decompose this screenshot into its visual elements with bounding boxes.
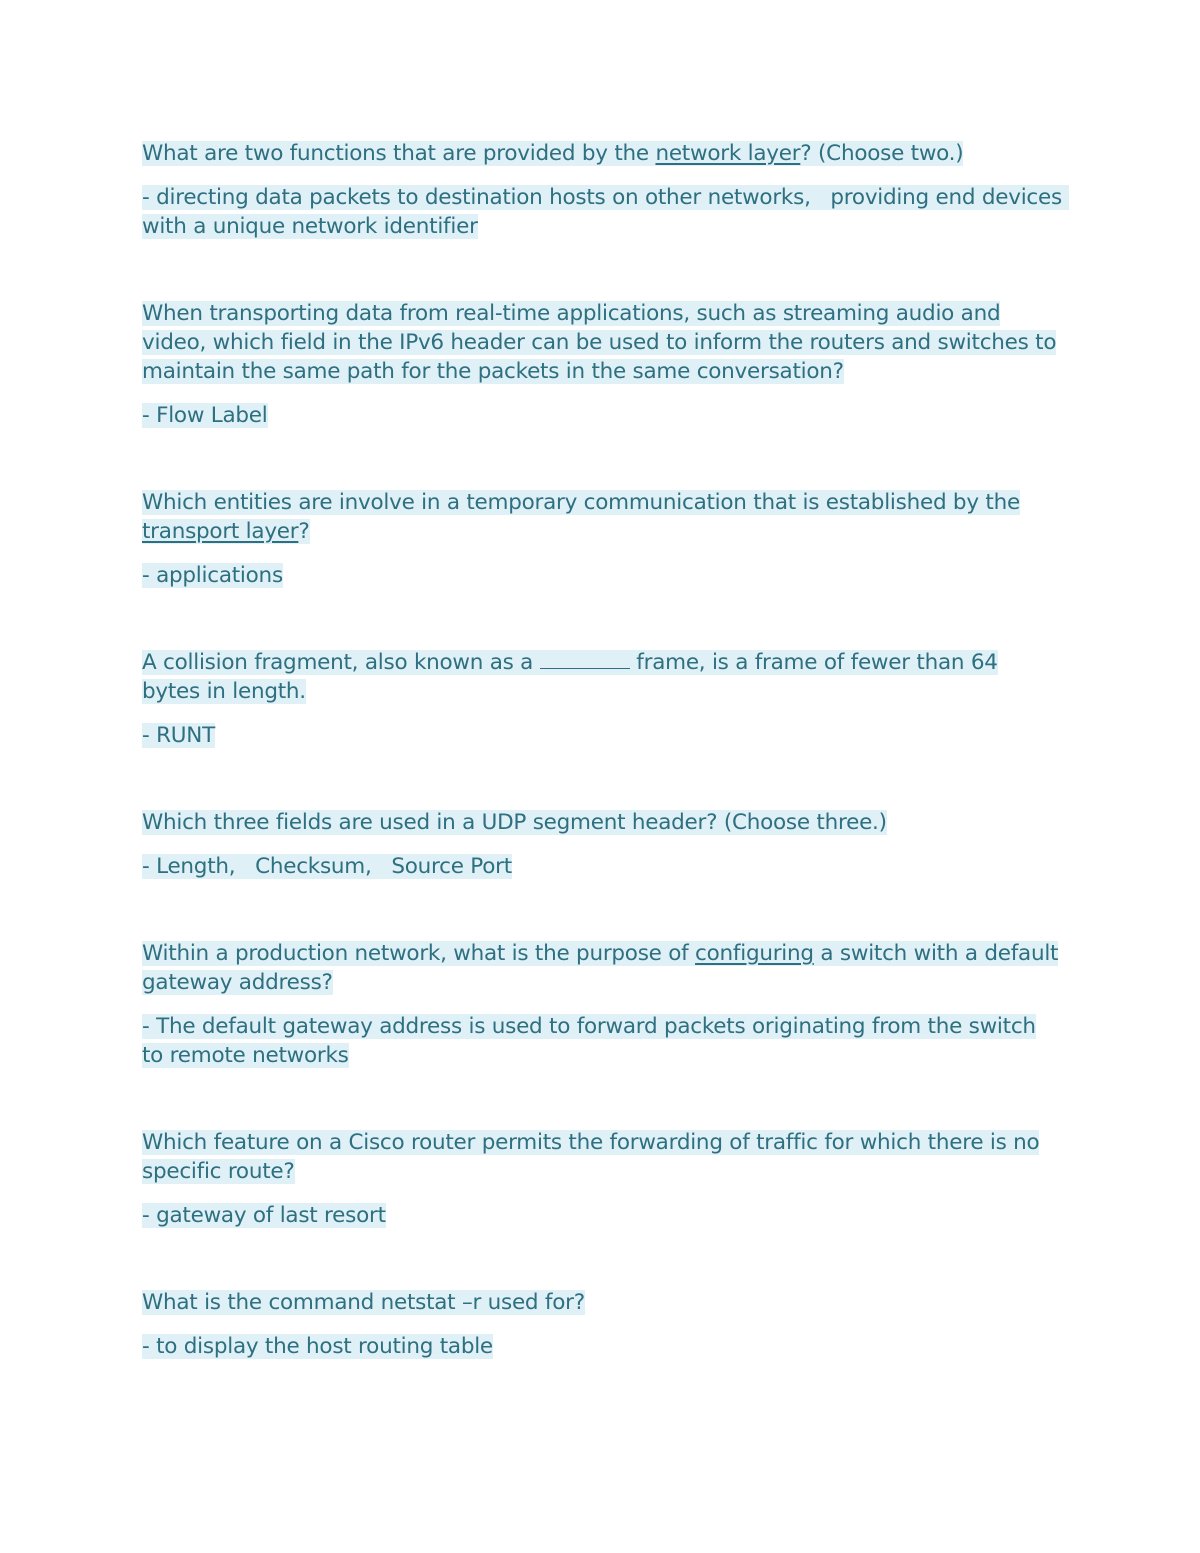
qa-item-1 [142, 139, 1069, 241]
question-7: Which feature on a Cisco router permits the forwarding of traffic for which there is no specific route? [142, 1130, 1040, 1184]
answer-4: - RUNT [142, 723, 215, 748]
question-6: Within a production network, what is the purpose of configuring a switch with a default gateway address? [142, 941, 1059, 995]
configuring-link[interactable]: configuring [695, 941, 814, 966]
transport-layer-link[interactable]: transport layer [142, 519, 299, 544]
question-8: What is the command netstat –r used for? [142, 1290, 585, 1315]
question-5: Which three fields are used in a UDP segment header? (Choose three.) [142, 810, 887, 835]
fill-in-blank [540, 648, 630, 669]
network-layer-link[interactable]: network layer [655, 141, 801, 166]
qa-item-4 [142, 648, 1062, 750]
question-2: When transporting data from real-time applications, such as streaming audio and video, which field in the IPv6 header can be used to inform the routers and switches to maintain the same path for the packets in the same conversation? [142, 301, 1057, 384]
answer-2: - Flow Label [142, 403, 268, 428]
answer-8: - to display the host routing table [142, 1334, 493, 1359]
question-1: What are two functions that are provided by the network layer? (Choose two.) [142, 141, 964, 166]
question-3: Which entities are involve in a temporary communication that is established by the transport layer? [142, 490, 1020, 544]
qa-item-8 [142, 1288, 1062, 1361]
answer-5: - Length, Checksum, Source Port [142, 854, 512, 879]
qa-item-2 [142, 299, 1062, 430]
qa-item-7 [142, 1128, 1062, 1230]
qa-item-3 [142, 488, 1062, 590]
qa-item-5 [142, 808, 1062, 881]
answer-6: - The default gateway address is used to forward packets originating from the switch to remote networks [142, 1014, 1036, 1068]
answer-3: - applications [142, 563, 283, 588]
answer-1: - directing data packets to destination hosts on other networks, providing end devices with a unique network identifier [142, 185, 1069, 239]
question-4: A collision fragment, also known as a frame, is a frame of fewer than 64 bytes in length. [142, 650, 998, 704]
answer-7: - gateway of last resort [142, 1203, 386, 1228]
document-page [142, 139, 1069, 1419]
qa-item-6 [142, 939, 1062, 1070]
